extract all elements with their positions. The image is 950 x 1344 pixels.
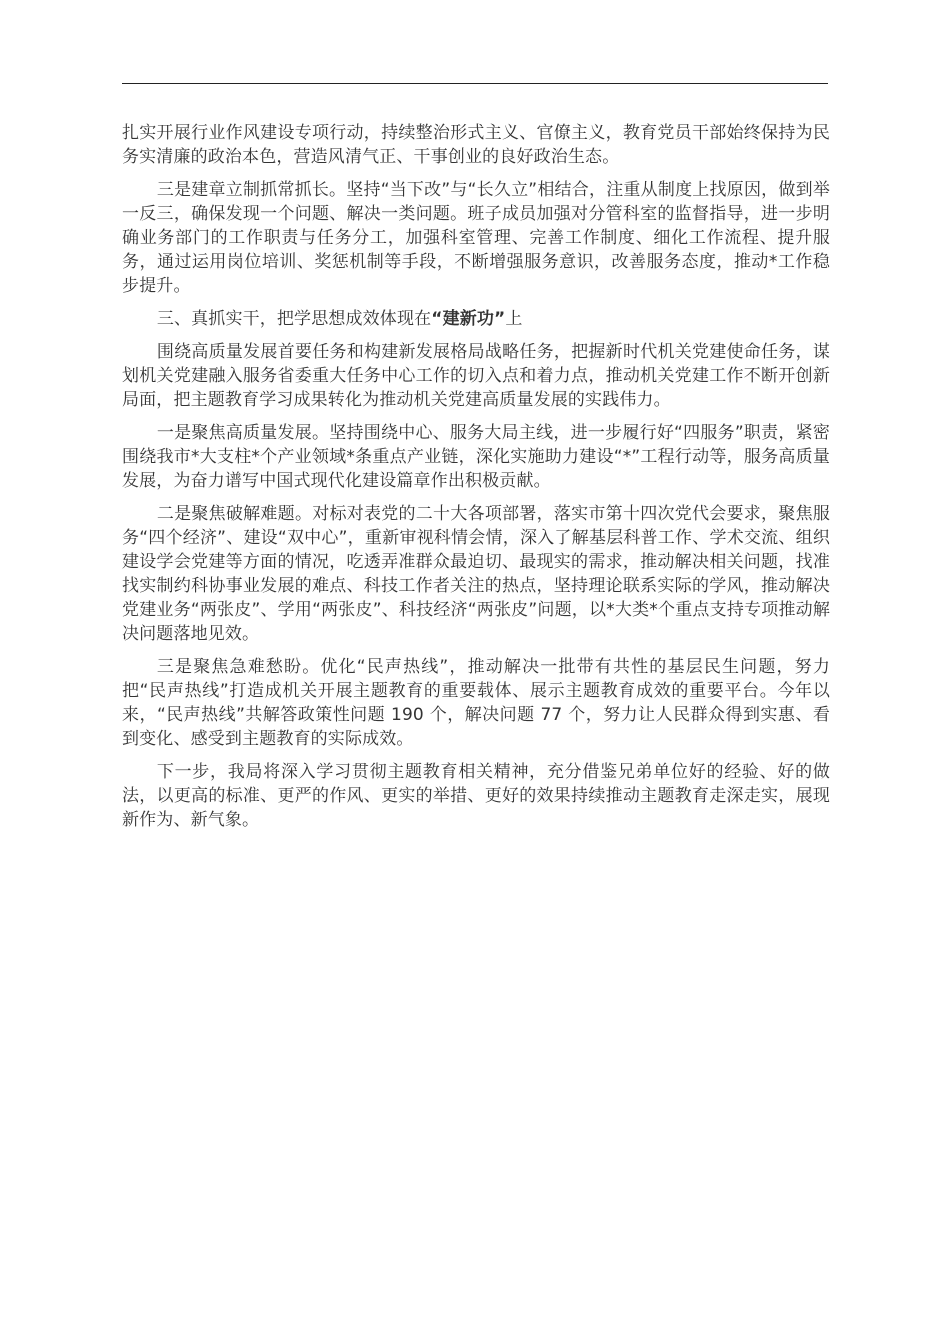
paragraph-high-quality-development: 一是聚焦高质量发展。坚持围绕中心、服务大局主线，进一步履行好“四服务”职责，紧密围绕我市*大支柱*个产业领域*条重点产业链，深化实施助力建设“*”工程行动等，服务高质量发展，为奋力谱写中国式现代化建设篇章作出积极贡献。 <box>122 423 830 491</box>
section-heading-quoted: “建新功” <box>431 309 506 329</box>
header-rule <box>122 83 828 84</box>
paragraph-urgent-needs: 三是聚焦急难愁盼。优化“民声热线”，推动解决一批带有共性的基层民生问题，努力把“民声热线”打造成机关开展主题教育的重要载体、展示主题教育成效的重要平台。今年以来，“民声热线”共解答政策性问题 190 个，解决问题 77 个，努力让人民群众得到实惠、看到变化、感受到主题教育的实际成效。 <box>122 657 830 749</box>
paragraph-next-steps: 下一步，我局将深入学习贯彻主题教育相关精神，充分借鉴兄弟单位好的经验、好的做法，以更高的标准、更严的作风、更实的举措、更好的效果持续推动主题教育走深走实，展现新作为、新气象。 <box>122 762 830 830</box>
section-heading-prefix: 三、真抓实干，把学思想成效体现在 <box>156 309 432 329</box>
paragraph-institution-building: 三是建章立制抓常抓长。坚持“当下改”与“长久立”相结合，注重从制度上找原因，做到举一反三，确保发现一个问题、解决一类问题。班子成员加强对分管科室的监督指导，进一步明确业务部门的工作职责与任务分工，加强科室管理、完善工作制度、细化工作流程、提升服务，通过运用岗位培训、奖惩机制等手段，不断增强服务意识，改善服务态度，推动*工作稳步提升。 <box>122 180 830 296</box>
section-heading-suffix: 上 <box>505 309 523 329</box>
paragraph-solving-problems: 二是聚焦破解难题。对标对表党的二十大各项部署，落实市第十四次党代会要求，聚焦服务“四个经济”、建设“双中心”，重新审视科情会情，深入了解基层科普工作、学术交流、组织建设学会党建等方面的情况，吃透弄准群众最迫切、最现实的需求，推动解决相关问题，找准找实制约科协事业发展的难点、科技工作者关注的热点，坚持理论联系实际的学风，推动解决党建业务“两张皮”、学用“两张皮”、科技经济“两张皮”问题，以*大类*个重点支持专项推动解决问题落地见效。 <box>122 504 830 644</box>
document-body <box>122 121 830 841</box>
paragraph-continuation: 扎实开展行业作风建设专项行动，持续整治形式主义、官僚主义，教育党员干部始终保持为民务实清廉的政治本色，营造风清气正、干事创业的良好政治生态。 <box>122 123 830 167</box>
paragraph-section-intro: 围绕高质量发展首要任务和构建新发展格局战略任务，把握新时代机关党建使命任务，谋划机关党建融入服务省委重大任务中心工作的切入点和着力点，推动机关党建工作不断开创新局面，把主题教育学习成果转化为推动机关党建高质量发展的实践伟力。 <box>122 342 830 410</box>
section-heading <box>122 307 830 331</box>
